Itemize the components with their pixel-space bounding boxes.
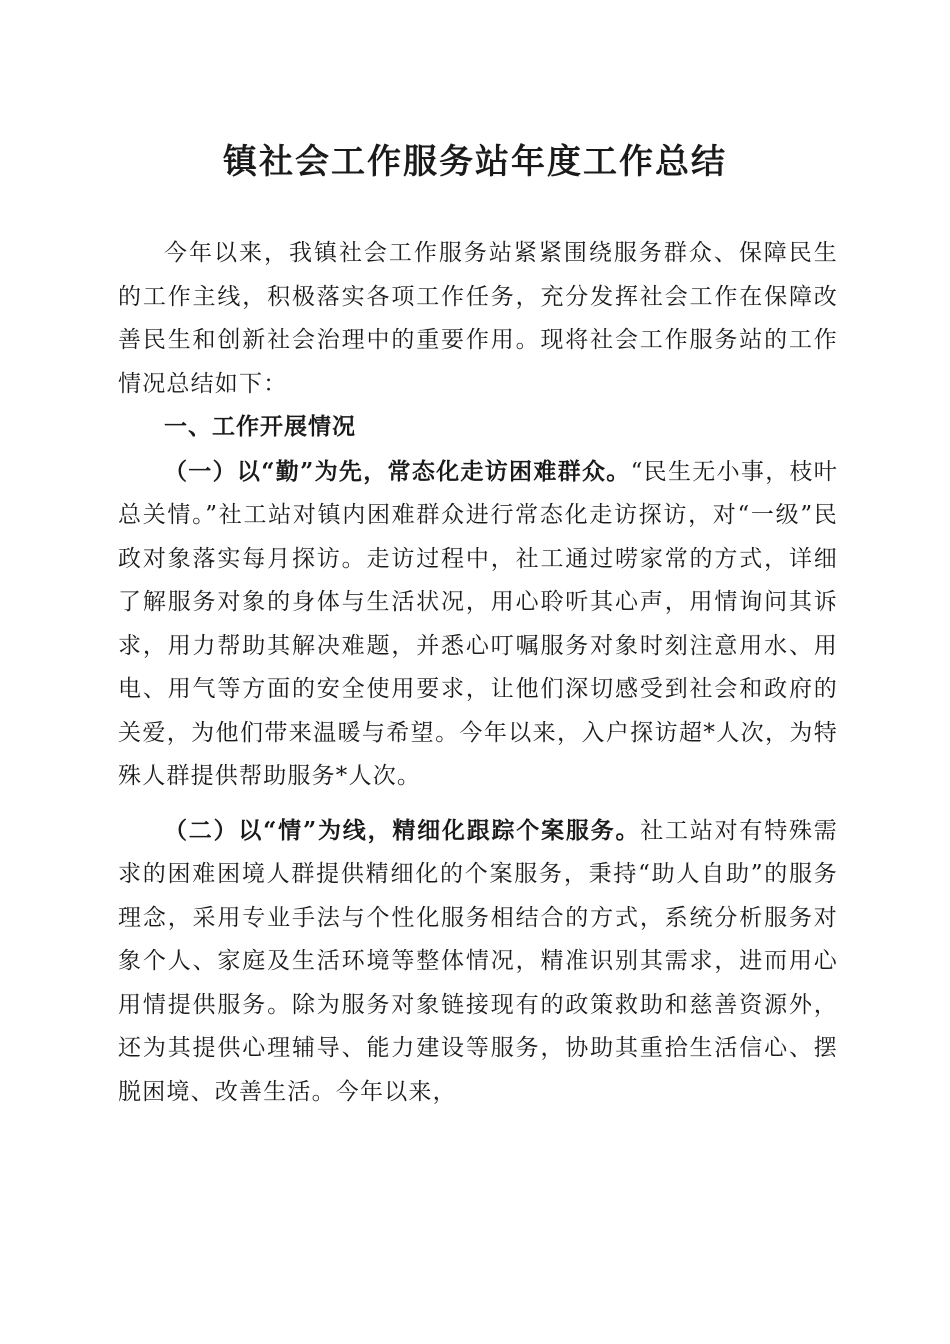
- document-title: 镇社会工作服务站年度工作总结: [223, 142, 727, 182]
- section-heading-work-progress: 一、工作开展情况: [164, 414, 356, 440]
- item-1-text: “民生无小事，枝叶总关情。”社工站对镇内困难群众进行常态化走访探访，对“一级”民政对象落实每月探访。走访过程中，社工通过唠家常的方式，详细了解服务对象的身体与生活状况，用心聆听其心声，用情询问其诉求，用力帮助其解决难题，并悉心叮嘱服务对象时刻注意用水、用电、用气等方面的安全使用要求，让他们深切感受到社会和政府的关爱，为他们带来温暖与希望。今年以来，入户探访超*人次，为特殊人群提供帮助服务*人次。: [118, 458, 839, 789]
- document-body: [118, 232, 838, 1114]
- item-1-paragraph: [118, 450, 838, 799]
- intro-paragraph: 今年以来，我镇社会工作服务站紧紧围绕服务群众、保障民生的工作主线，积极落实各项工作任务，充分发挥社会工作在保障改善民生和创新社会治理中的重要作用。现将社会工作服务站的工作情况总结如下：: [118, 240, 838, 397]
- item-1-lead: （一）以“勤”为先，常态化走访困难群众。: [164, 457, 631, 485]
- item-2-paragraph: [118, 809, 838, 1115]
- item-2-text: 社工站对有特殊需求的困难困境人群提供精细化的个案服务，秉持“助人自助”的服务理念，采用专业手法与个性化服务相结合的方式，系统分析服务对象个人、家庭及生活环境等整体情况，精准识别其需求，进而用心用情提供服务。除为服务对象链接现有的政策救助和慈善资源外，还为其提供心理辅导、能力建设等服务，协助其重拾生活信心、摆脱困境、改善生活。今年以来，: [118, 817, 838, 1105]
- item-2-lead: （二）以“情”为线，精细化跟踪个案服务。: [164, 816, 641, 844]
